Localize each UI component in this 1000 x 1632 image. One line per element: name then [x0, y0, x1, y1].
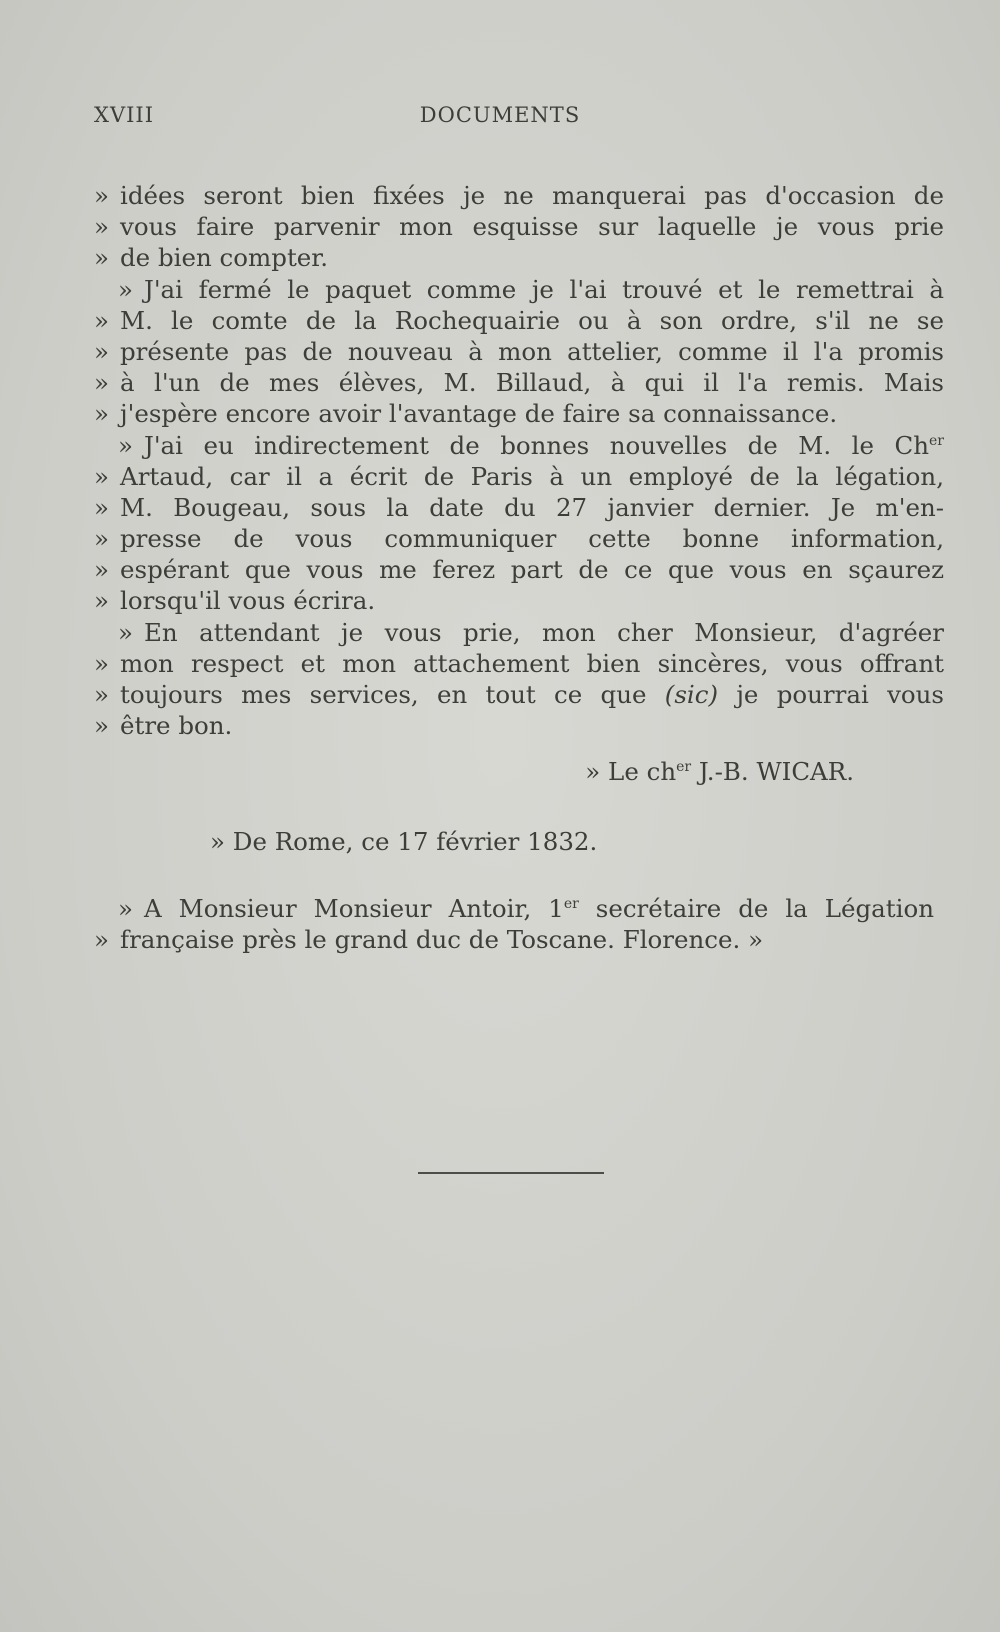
text-line: » toujours mes services, en tout ce que (sic) je pourrai vous: [94, 680, 944, 709]
text-line: » à l'un de mes élèves, M. Billaud, à qui il l'a remis. Mais: [94, 368, 944, 398]
quote-mark: »: [94, 212, 109, 242]
quote-mark: »: [118, 430, 133, 460]
quote-mark: »: [94, 368, 109, 398]
quote-mark: »: [94, 648, 109, 678]
quote-mark: »: [94, 680, 109, 709]
quote-mark: »: [94, 181, 109, 210]
quote-mark: »: [94, 243, 109, 273]
quote-mark: »: [118, 274, 133, 304]
address-line: » française près le grand duc de Toscane. Florence. »: [94, 925, 764, 955]
quote-mark: »: [94, 461, 109, 491]
text-line: » En attendant je vous prie, mon cher Monsieur, d'agréer: [118, 617, 944, 647]
quote-mark: »: [94, 524, 109, 554]
quote-mark: »: [585, 757, 601, 786]
text-line: » Artaud, car il a écrit de Paris à un employé de la légation,: [94, 461, 944, 491]
text-line: » espérant que vous me ferez part de ce que vous en sçaurez: [94, 555, 944, 585]
text-line: » vous faire parvenir mon esquisse sur laquelle je vous prie: [94, 212, 944, 242]
superscript: er: [929, 432, 944, 449]
text-line: » de bien compter.: [94, 243, 329, 273]
quote-mark: »: [94, 711, 109, 741]
address-block: [94, 893, 934, 955]
quote-mark: »: [94, 305, 109, 335]
text-line: » lorsqu'il vous écrira.: [94, 586, 376, 616]
text-line: » être bon.: [94, 711, 233, 741]
superscript: er: [676, 759, 692, 775]
quote-mark: »: [94, 336, 109, 366]
quote-mark: »: [118, 617, 133, 647]
quote-mark: »: [94, 555, 109, 585]
text-line: » M. Bougeau, sous la date du 27 janvier dernier. Je m'en-: [94, 492, 944, 522]
text-line: » J'ai fermé le paquet comme je l'ai trouvé et le remettrai à: [118, 274, 944, 304]
text-line: » présente pas de nouveau à mon attelier, comme il l'a promis: [94, 336, 944, 366]
quote-mark: »: [210, 827, 225, 856]
signatory-name: J.-B. WICAR.: [698, 757, 854, 786]
quote-mark: »: [94, 925, 109, 955]
text-line: » j'espère encore avoir l'avantage de faire sa connaissance.: [94, 399, 838, 429]
text-line: » presse de vous communiquer cette bonne information,: [94, 524, 944, 554]
running-title: DOCUMENTS: [419, 103, 581, 127]
superscript: er: [563, 896, 579, 912]
signature: » Le $ch^{er}$ J.-B. WICAR.: [585, 757, 854, 786]
quote-mark: »: [94, 586, 109, 616]
quote-mark: »: [118, 894, 133, 923]
sic-note: (sic): [664, 680, 719, 709]
dateline: » De Rome, ce 17 février 1832.: [210, 827, 598, 856]
page-number: XVIII: [94, 103, 155, 127]
quote-mark: »: [94, 492, 109, 522]
end-rule: [418, 1172, 604, 1174]
quote-mark: »: [94, 399, 109, 429]
text-line: » M. le comte de la Rochequairie ou à son ordre, s'il ne se: [94, 305, 944, 335]
text-line: » J'ai eu indirectement de bonnes nouvelles de M. le $Ch^{er}$: [118, 430, 944, 460]
text-line: » mon respect et mon attachement bien sincères, vous offrant: [94, 648, 944, 678]
text-line: » idées seront bien fixées je ne manquerai pas d'occasion de: [94, 181, 944, 210]
letter-body: [94, 180, 944, 741]
page-header: [94, 103, 906, 133]
address-line: » A Monsieur Monsieur Antoir, 1er secrétaire de la Légation: [118, 894, 934, 923]
